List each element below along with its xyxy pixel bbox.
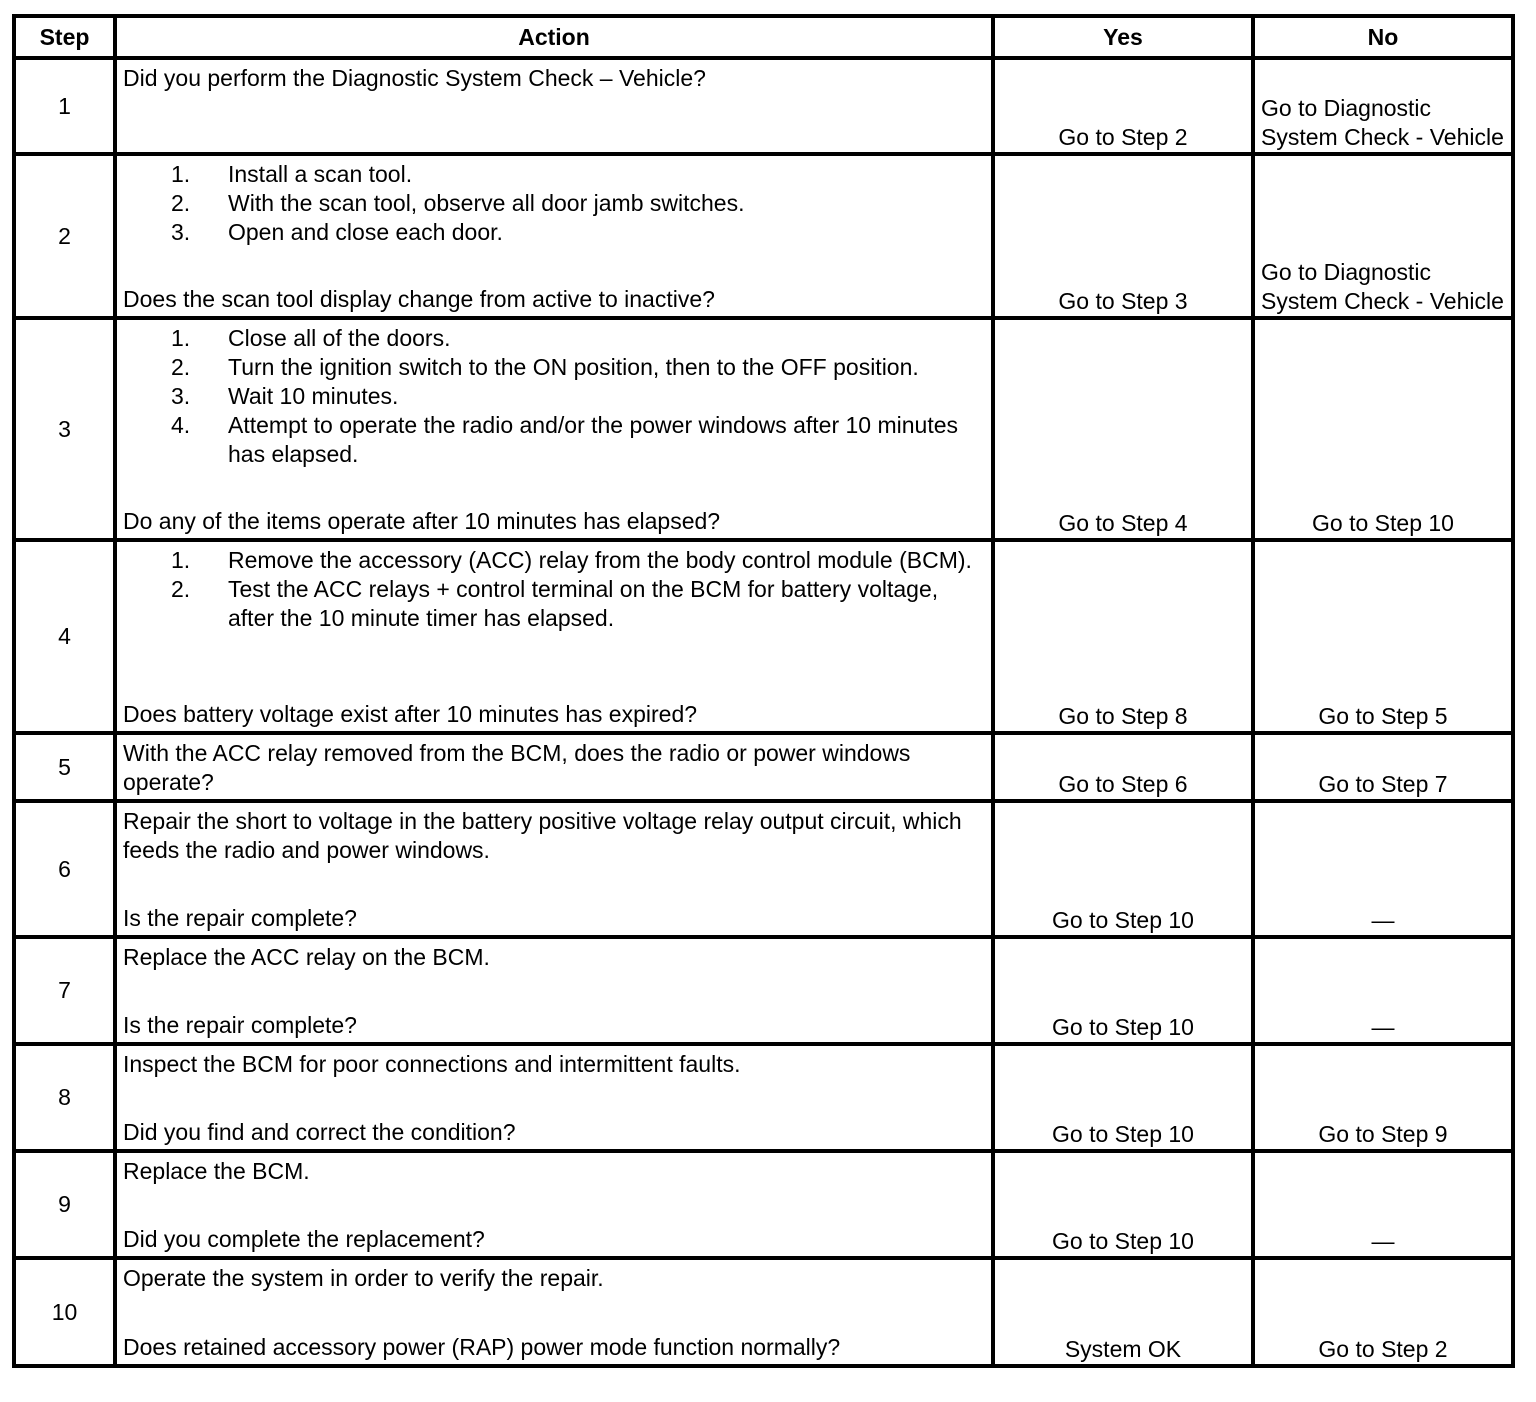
header-step: Step (14, 16, 115, 58)
instruction-list (123, 546, 985, 633)
header-action: Action (115, 16, 993, 58)
header-row (14, 16, 1513, 58)
action-cell (115, 1151, 993, 1258)
step-number: 2 (14, 154, 115, 318)
question-text: Does battery voltage exist after 10 minutes has expired? (123, 701, 698, 727)
header-yes: Yes (993, 16, 1253, 58)
question-text: Is the repair complete? (123, 1012, 357, 1038)
step-number: 6 (14, 801, 115, 937)
yes-cell: Go to Step 2 (993, 58, 1253, 154)
no-cell: — (1253, 937, 1513, 1044)
list-item: 1. Close all of the doors. (171, 325, 451, 351)
step-number: 7 (14, 937, 115, 1044)
yes-cell: Go to Step 10 (993, 937, 1253, 1044)
yes-cell: Go to Step 8 (993, 540, 1253, 733)
action-cell (115, 540, 993, 733)
table-row (14, 937, 1513, 1044)
action-text: Operate the system in order to verify the repair. (123, 1265, 604, 1291)
step-number: 8 (14, 1044, 115, 1151)
no-cell: Go to Diagnostic System Check - Vehicle (1253, 154, 1513, 318)
action-text: Replace the BCM. (123, 1158, 310, 1184)
list-item: 3. Wait 10 minutes. (171, 383, 399, 409)
list-item: 3. Open and close each door. (171, 219, 503, 245)
action-cell (115, 58, 993, 154)
step-number: 4 (14, 540, 115, 733)
no-cell: — (1253, 801, 1513, 937)
instruction-list (123, 324, 985, 469)
diagnostic-table (12, 14, 1515, 1368)
action-text: Repair the short to voltage in the battery positive voltage relay output circuit, which feeds the radio and power windows. (123, 808, 962, 863)
step-number: 5 (14, 733, 115, 801)
yes-cell: Go to Step 10 (993, 801, 1253, 937)
action-text: Did you perform the Diagnostic System Check – Vehicle? (123, 65, 706, 91)
action-text: Inspect the BCM for poor connections and intermittent faults. (123, 1051, 741, 1077)
header-no: No (1253, 16, 1513, 58)
action-text: Replace the ACC relay on the BCM. (123, 944, 490, 970)
action-cell (115, 1044, 993, 1151)
list-item: 1. Remove the accessory (ACC) relay from the body control module (BCM). (171, 547, 972, 573)
yes-cell: Go to Step 6 (993, 733, 1253, 801)
yes-cell: Go to Step 3 (993, 154, 1253, 318)
instruction-list (123, 160, 985, 247)
no-cell: Go to Diagnostic System Check - Vehicle (1253, 58, 1513, 154)
question-text: Does the scan tool display change from active to inactive? (123, 286, 715, 312)
yes-cell: Go to Step 10 (993, 1044, 1253, 1151)
no-cell: Go to Step 10 (1253, 318, 1513, 540)
action-text: With the ACC relay removed from the BCM, does the radio or power windows operate? (123, 740, 911, 795)
list-item: 2. With the scan tool, observe all door jamb switches. (171, 190, 745, 216)
question-text: Does retained accessory power (RAP) power mode function normally? (123, 1334, 841, 1360)
action-cell (115, 801, 993, 937)
action-cell (115, 1258, 993, 1366)
action-cell (115, 733, 993, 801)
step-number: 9 (14, 1151, 115, 1258)
question-text: Did you find and correct the condition? (123, 1119, 516, 1145)
list-item: 2. Turn the ignition switch to the ON position, then to the OFF position. (171, 354, 919, 380)
no-cell: Go to Step 7 (1253, 733, 1513, 801)
no-cell: Go to Step 2 (1253, 1258, 1513, 1366)
table-row (14, 318, 1513, 540)
table-row (14, 801, 1513, 937)
table-row (14, 1151, 1513, 1258)
step-number: 10 (14, 1258, 115, 1366)
table-row (14, 540, 1513, 733)
table-row (14, 154, 1513, 318)
action-cell (115, 154, 993, 318)
table-row (14, 1044, 1513, 1151)
step-number: 1 (14, 58, 115, 154)
no-cell: — (1253, 1151, 1513, 1258)
yes-cell: Go to Step 10 (993, 1151, 1253, 1258)
step-number: 3 (14, 318, 115, 540)
yes-cell: System OK (993, 1258, 1253, 1366)
table-row (14, 733, 1513, 801)
yes-cell: Go to Step 4 (993, 318, 1253, 540)
list-item: 4. Attempt to operate the radio and/or the power windows after 10 minutes has elapsed. (171, 412, 959, 467)
table-row (14, 58, 1513, 154)
table-row (14, 1258, 1513, 1366)
list-item: 2. Test the ACC relays + control terminal on the BCM for battery voltage, after the 10 minute timer has elapsed. (171, 576, 939, 631)
action-cell (115, 937, 993, 1044)
list-item: 1. Install a scan tool. (171, 161, 413, 187)
question-text: Do any of the items operate after 10 minutes has elapsed? (123, 508, 721, 534)
no-cell: Go to Step 9 (1253, 1044, 1513, 1151)
action-cell (115, 318, 993, 540)
question-text: Did you complete the replacement? (123, 1226, 485, 1252)
no-cell: Go to Step 5 (1253, 540, 1513, 733)
question-text: Is the repair complete? (123, 905, 357, 931)
